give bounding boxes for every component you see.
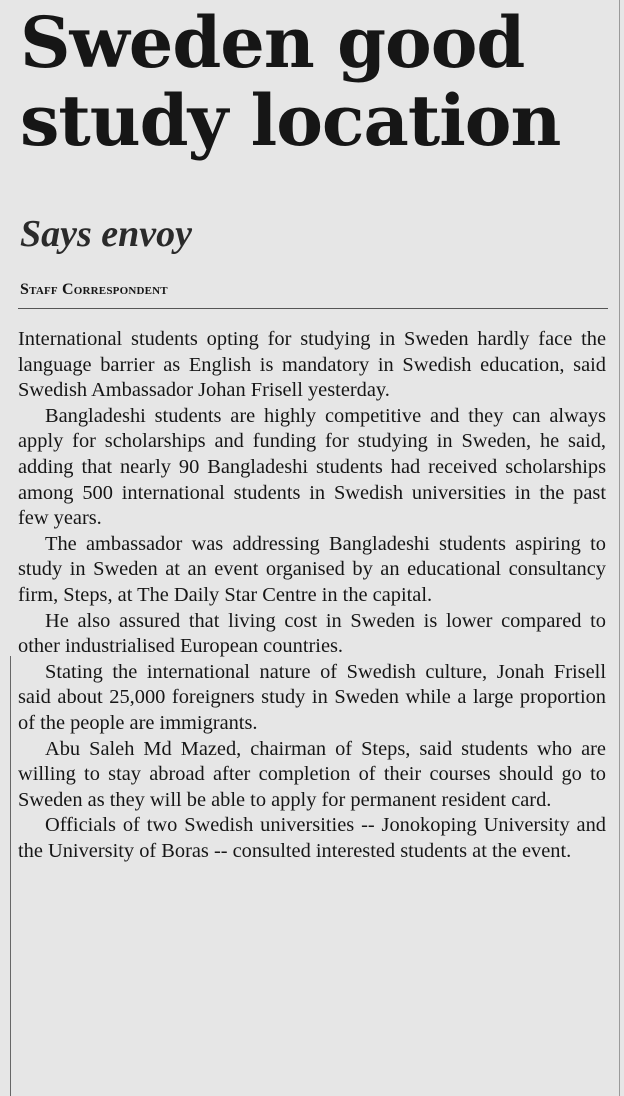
column-rule-left: [10, 656, 11, 1096]
body-paragraph: He also assured that living cost in Sweden is lower compared to other industrialised European countries.: [18, 609, 606, 658]
byline-divider: [18, 308, 608, 309]
body-paragraph: Officials of two Swedish universities -- Jonokoping University and the University of Boras -- consulted interested students at the event.: [18, 814, 606, 862]
body-paragraph: Abu Saleh Md Mazed, chairman of Steps, said students who are willing to stay abroad after completion of their courses should go to Sweden as they will be able to apply for permanent resident card.: [18, 737, 606, 811]
headline-line-1: Sweden good: [20, 1, 525, 84]
body-paragraph: Stating the international nature of Swedish culture, Jonah Frisell said about 25,000 foreigners study in Sweden while a large proportion of the people are immigrants.: [18, 660, 606, 734]
column-rule-right: [619, 0, 620, 1096]
headline: [20, 1, 620, 162]
subheadline: Says envoy: [20, 213, 193, 255]
byline: Staff Correspondent: [20, 281, 168, 298]
body-paragraph: International students opting for studying in Sweden hardly face the language barrier as English is mandatory in Swedish education, said Swedish Ambassador Johan Frisell yesterday.: [18, 328, 606, 402]
article-body: [18, 327, 606, 864]
headline-line-2: study location: [20, 79, 561, 162]
body-paragraph: The ambassador was addressing Bangladeshi students aspiring to study in Sweden at an event organised by an educational consultancy firm, Steps, at The Daily Star Centre in the capital.: [18, 532, 606, 606]
body-paragraph: Bangladeshi students are highly competitive and they can always apply for scholarships and funding for studying in Sweden, he said, adding that nearly 90 Bangladeshi students had received scholarships among 500 international students in Swedish universities in the past few years.: [18, 404, 606, 530]
